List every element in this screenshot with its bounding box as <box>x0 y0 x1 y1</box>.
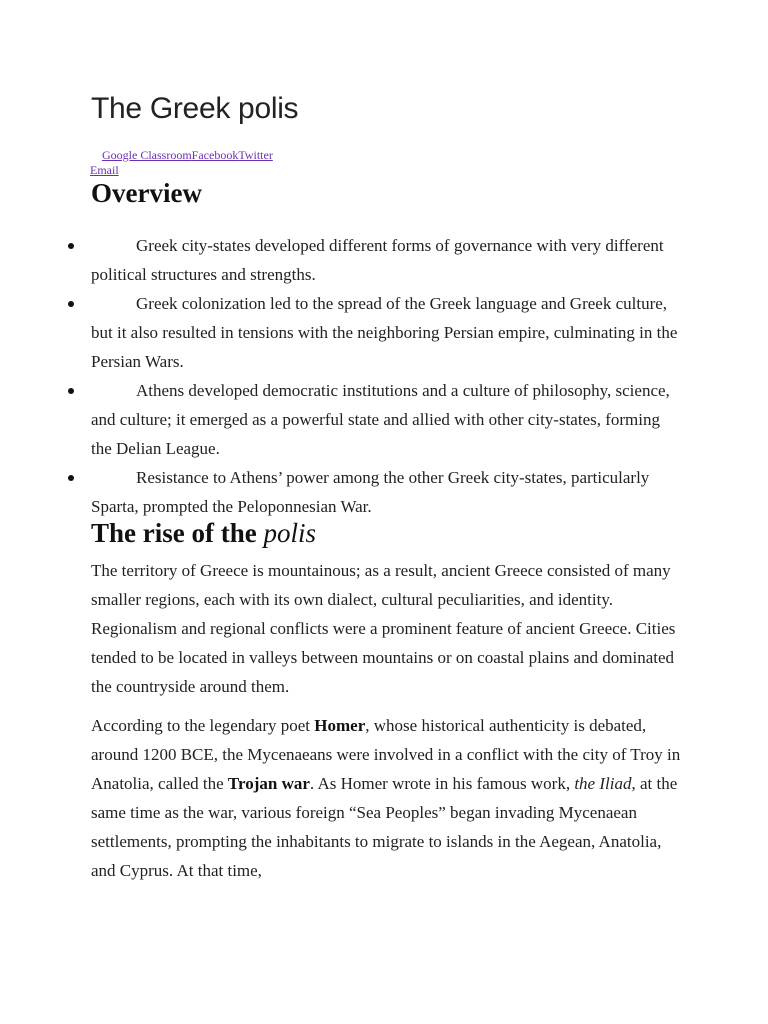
paragraph-homer <box>91 711 681 885</box>
rise-of-polis-heading <box>91 518 316 549</box>
list-item-text: Greek city-states developed different forms of governance with very different political structures and strengths. <box>91 236 664 284</box>
bold-term-trojan-war: Trojan war <box>227 774 310 793</box>
list-item-text: Resistance to Athens’ power among the other Greek city-states, particularly Sparta, prompted the Peloponnesian War. <box>91 468 650 516</box>
bullet-icon <box>68 475 74 481</box>
list-item-text: Greek colonization led to the spread of the Greek language and Greek culture, but it also resulted in tensions with the neighboring Persian empire, culminating in the Persian Wars. <box>91 294 678 371</box>
bold-term-homer: Homer <box>314 716 366 735</box>
overview-heading: Overview <box>91 178 202 208</box>
overview-list <box>62 231 682 521</box>
page-title: The Greek polis <box>91 92 299 125</box>
bullet-icon <box>68 388 74 394</box>
list-item <box>62 463 682 521</box>
list-item <box>62 231 682 289</box>
list-item <box>62 289 682 376</box>
paragraph-geography: The territory of Greece is mountainous; as a result, ancient Greece consisted of many smaller regions, each with its own dialect, cultural peculiarities, and identity. Regionalism and regional conflicts were a prominent feature of ancient Greece. Cities tended to be located in valleys between mountains or on coastal plains and dominated the countryside around them. <box>91 561 676 696</box>
heading-text: The rise of the <box>91 518 264 548</box>
facebook-link[interactable]: Facebook <box>191 148 239 162</box>
paragraph-text: . As Homer wrote in his famous work, <box>309 774 575 793</box>
list-item <box>62 376 682 463</box>
email-link[interactable]: Email <box>90 163 119 177</box>
paragraph-text: , whose historical authenticity is debated, around 1200 BCE, the Mycenaeans were involved in a conflict with the city of Troy in Anatolia, called the <box>91 716 681 793</box>
list-item-text: Athens developed democratic institutions and a culture of philosophy, science, and culture; it emerged as a powerful state and allied with other city-states, forming the Delian League. <box>91 381 670 458</box>
share-links <box>90 148 310 178</box>
paragraph-text: According to the legendary poet <box>91 716 315 735</box>
bullet-icon <box>68 243 74 249</box>
twitter-link[interactable]: Twitter <box>238 148 273 162</box>
heading-emphasis: polis <box>263 518 316 548</box>
google-classroom-link[interactable]: Google Classroom <box>102 148 192 162</box>
italic-title-iliad: the Iliad <box>574 774 632 793</box>
paragraph-text: , at the same time as the war, various foreign “Sea Peoples” began invading Mycenaean settlements, prompting the inhabitants to migrate to islands in the Aegean, Anatolia, and Cyprus. At that time, <box>91 774 678 880</box>
bullet-icon <box>68 301 74 307</box>
